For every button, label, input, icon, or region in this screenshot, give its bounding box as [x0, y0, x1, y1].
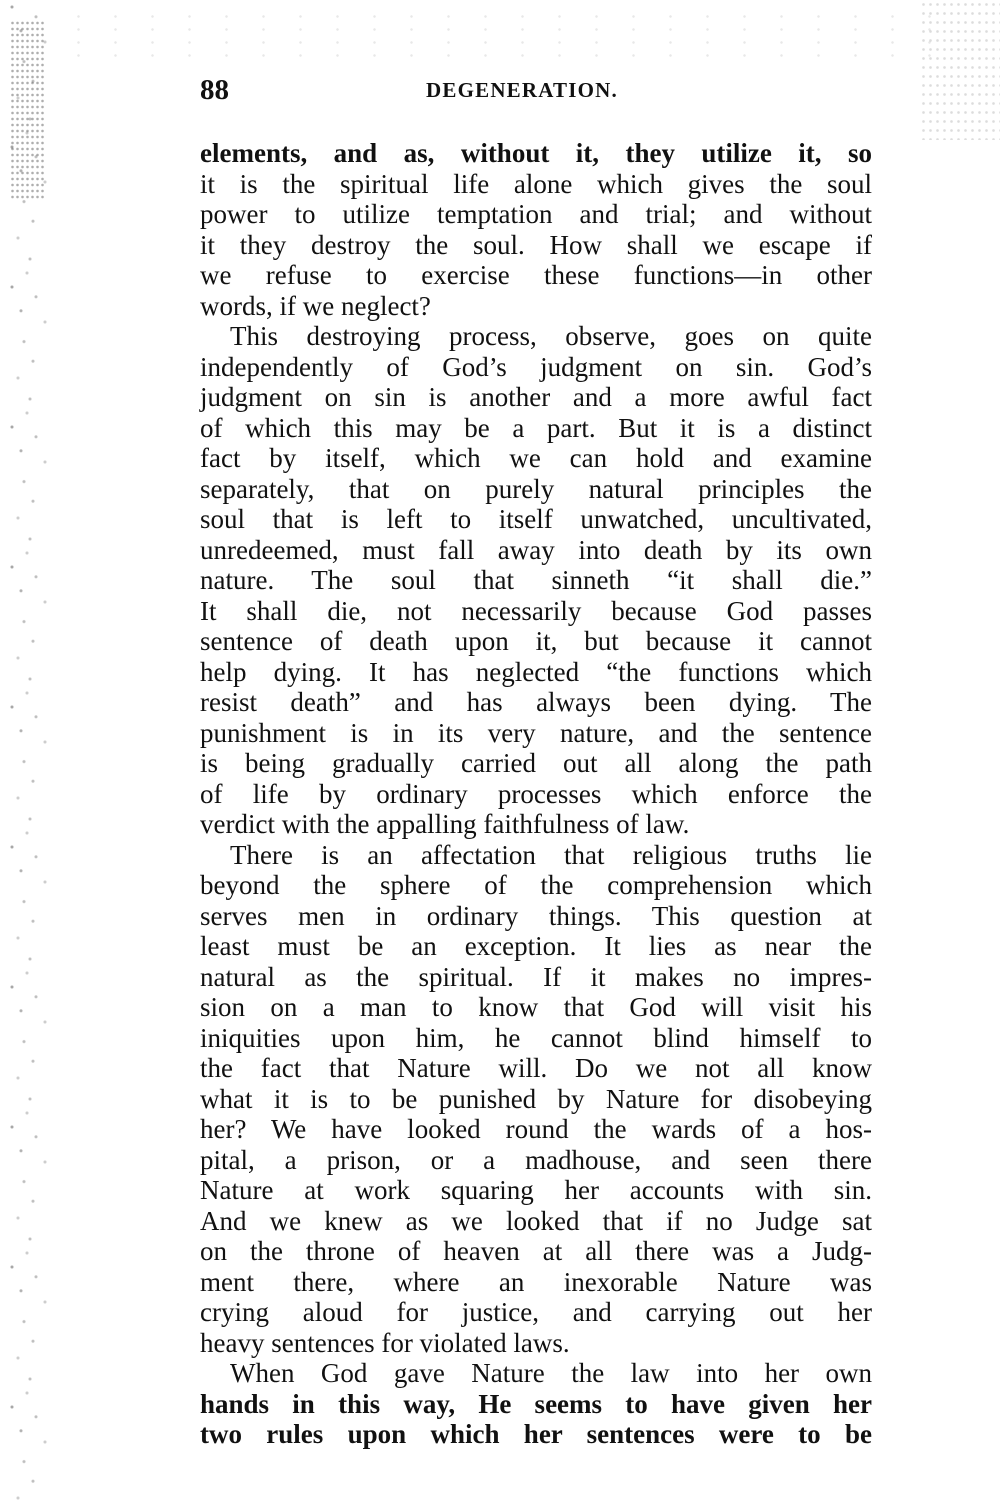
- text-line: of life by ordinary processes which enforce the: [200, 778, 872, 809]
- page-header: [200, 74, 872, 108]
- text-line: soul that is left to itself unwatched, uncultivated,: [200, 504, 872, 534]
- text-line: beyond the sphere of the comprehension which: [200, 870, 872, 900]
- text-line: independently of God’s judgment on sin. God’s: [200, 351, 872, 382]
- text-line: It shall die, not necessarily because God passes: [200, 595, 872, 626]
- text-line: unredeemed, must fall away into death by its own: [200, 534, 872, 565]
- text-line: help dying. It has neglected “the functions which: [200, 656, 872, 687]
- text-line: punishment is in its very nature, and the sentence: [200, 717, 872, 748]
- text-line: on the throne of heaven at all there was a Judg-: [200, 1236, 872, 1266]
- text-line: iniquities upon him, he cannot blind himself to: [200, 1022, 872, 1053]
- text-line: it is the spiritual life alone which gives the soul: [200, 168, 872, 199]
- text-line: verdict with the appalling faithfulness of law.: [200, 809, 690, 839]
- text-line: crying aloud for justice, and carrying out her: [200, 1297, 872, 1327]
- text-line: least must be an exception. It lies as near the: [200, 931, 872, 961]
- text-line: This destroying process, observe, goes on quite: [230, 321, 872, 351]
- text-line: her? We have looked round the wards of a hos-: [200, 1114, 872, 1144]
- text-line: sion on a man to know that God will visit his: [200, 992, 872, 1022]
- text-line: we refuse to exercise these functions—in other: [200, 260, 872, 290]
- text-line: fact by itself, which we can hold and examine: [200, 443, 872, 473]
- text-line: is being gradually carried out all along the path: [200, 748, 872, 778]
- text-line: ment there, where an inexorable Nature was: [200, 1266, 872, 1297]
- text-line: Nature at work squaring her accounts with sin.: [200, 1175, 872, 1205]
- text-line: two rules upon which her sentences were to be: [200, 1419, 872, 1449]
- scan-noise-top: [60, 10, 940, 60]
- text-line: separately, that on purely natural principles the: [200, 473, 872, 504]
- text-line: what it is to be punished by Nature for disobeying: [200, 1083, 872, 1114]
- text-line: When God gave Nature the law into her own: [230, 1358, 872, 1388]
- text-line: elements, and as, without it, they utilize it, so: [200, 138, 872, 168]
- text-line: it they destroy the soul. How shall we escape if: [200, 229, 872, 260]
- text-line: nature. The soul that sinneth “it shall die.”: [200, 565, 872, 595]
- scan-noise-left: [0, 0, 70, 1505]
- text-line: serves men in ordinary things. This question at: [200, 900, 872, 931]
- text-line: natural as the spiritual. If it makes no impres-: [200, 961, 872, 992]
- text-line: resist death” and has always been dying. The: [200, 687, 872, 717]
- page-number: 88: [200, 74, 229, 106]
- text-line: heavy sentences for violated laws.: [200, 1327, 570, 1358]
- body-text: [200, 138, 872, 1450]
- text-line: sentence of death upon it, but because it cannot: [200, 626, 872, 656]
- text-line: words, if we neglect?: [200, 290, 431, 321]
- text-line: judgment on sin is another and a more awful fact: [200, 382, 872, 412]
- text-line: There is an affectation that religious truths lie: [230, 839, 872, 870]
- text-line: pital, a prison, or a madhouse, and seen there: [200, 1144, 872, 1175]
- text-line: power to utilize temptation and trial; and without: [200, 199, 872, 229]
- running-head: DEGENERATION.: [426, 78, 618, 102]
- text-line: of which this may be a part. But it is a distinct: [200, 412, 872, 443]
- text-line: the fact that Nature will. Do we not all know: [200, 1053, 872, 1083]
- text-line: And we knew as we looked that if no Judge sat: [200, 1205, 872, 1236]
- text-line: hands in this way, He seems to have given her: [200, 1388, 872, 1419]
